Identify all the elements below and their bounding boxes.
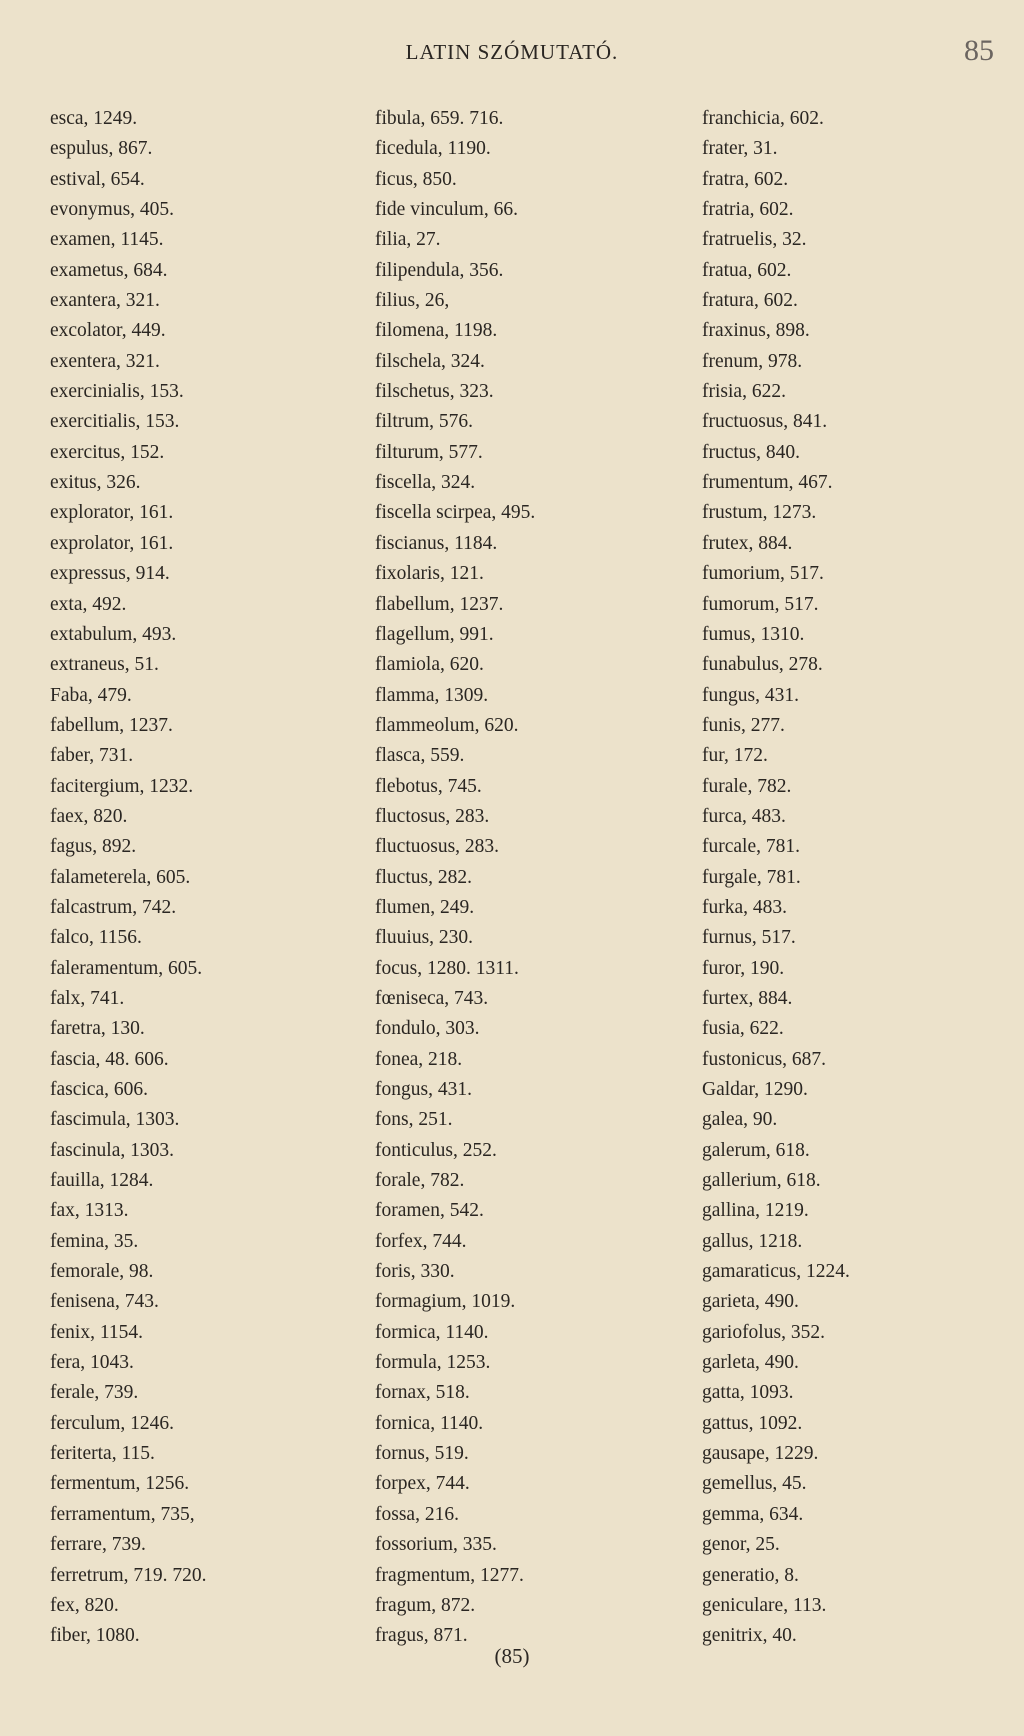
index-entry: fide vinculum, 66. [375, 199, 518, 221]
index-entry: femina, 35. [50, 1230, 139, 1252]
index-entry: falco, 1156. [50, 927, 142, 949]
index-entry: filturum, 577. [375, 441, 483, 463]
index-column-3 [702, 104, 850, 1652]
index-entry: furor, 190. [702, 957, 785, 979]
index-entry: flasca, 559. [375, 745, 465, 767]
index-entry: fumorum, 517. [702, 593, 819, 615]
index-entry: fluctuosus, 283. [375, 836, 500, 858]
index-entry: furtex, 884. [702, 987, 793, 1009]
index-entry: filia, 27. [375, 229, 441, 251]
index-entry: flagellum, 991. [375, 623, 494, 645]
index-entry: examen, 1145. [50, 229, 164, 251]
index-entry: frumentum, 467. [702, 472, 833, 494]
index-entry: fornax, 518. [375, 1382, 470, 1404]
index-entry: exercinialis, 153. [50, 381, 184, 403]
index-entry: explorator, 161. [50, 502, 174, 524]
index-entry: exercitialis, 153. [50, 411, 180, 433]
index-entry: fascica, 606. [50, 1079, 148, 1100]
index-entry: gatta, 1093. [702, 1382, 794, 1404]
index-entry: extraneus, 51. [50, 654, 159, 676]
index-entry: fagus, 892. [50, 836, 137, 858]
index-entry: fauilla, 1284. [50, 1170, 154, 1192]
running-head [0, 34, 1024, 74]
index-entry: fenisena, 743. [50, 1291, 159, 1313]
index-entry: frenum, 978. [702, 350, 803, 372]
index-column-1 [50, 104, 207, 1652]
index-entry: furgale, 781. [702, 866, 801, 888]
index-entry: filschetus, 323. [375, 381, 494, 403]
index-entry: fermentum, 1256. [50, 1473, 190, 1495]
index-entry: focus, 1280. 1311. [375, 957, 519, 979]
index-entry: fornus, 519. [375, 1443, 469, 1465]
index-entry: garleta, 490. [702, 1352, 799, 1374]
index-entry: gamaraticus, 1224. [702, 1261, 850, 1283]
index-entry: furale, 782. [702, 775, 792, 797]
index-entry: falx, 741. [50, 987, 125, 1009]
index-entry: garieta, 490. [702, 1291, 799, 1313]
index-entry: estival, 654. [50, 168, 145, 190]
index-entry: exta, 492. [50, 593, 127, 615]
index-entry: ferale, 739. [50, 1382, 139, 1404]
index-entry: Faba, 479. [50, 684, 132, 706]
index-entry: excolator, 449. [50, 320, 166, 342]
index-entry: furcale, 781. [702, 836, 800, 858]
index-entry: extabulum, 493. [50, 623, 177, 645]
index-entry: fungus, 431. [702, 684, 799, 706]
index-entry: fratura, 602. [702, 290, 798, 312]
index-entry: ficedula, 1190. [375, 138, 491, 160]
index-entry: ferrare, 739. [50, 1534, 146, 1556]
index-entry: filipendula, 356. [375, 259, 504, 281]
index-entry: forfex, 744. [375, 1230, 467, 1252]
index-entry: facitergium, 1232. [50, 775, 194, 797]
index-entry: gemma, 634. [702, 1503, 804, 1525]
index-entry: fructuosus, 841. [702, 411, 828, 433]
index-entry: generatio, 8. [702, 1564, 799, 1586]
index-entry: fratruelis, 32. [702, 229, 807, 251]
index-entry: formica, 1140. [375, 1321, 489, 1343]
index-entry: funabulus, 278. [702, 654, 823, 676]
index-entry: forale, 782. [375, 1170, 465, 1192]
index-entry: fossorium, 335. [375, 1534, 497, 1556]
index-entry: gallina, 1219. [702, 1200, 809, 1222]
index-entry: fons, 251. [375, 1109, 453, 1131]
index-entry: gariofolus, 352. [702, 1321, 825, 1343]
index-entry: filtrum, 576. [375, 411, 474, 433]
index-entry: fumorium, 517. [702, 563, 824, 585]
index-entry: faex, 820. [50, 805, 128, 827]
index-entry: frustum, 1273. [702, 502, 817, 524]
index-entry: fœniseca, 743. [375, 987, 489, 1009]
index-entry: ficus, 850. [375, 168, 457, 190]
index-entry: franchicia, 602. [702, 108, 824, 129]
index-entry: fusia, 622. [702, 1018, 784, 1040]
index-entry: fragus, 871. [375, 1625, 468, 1647]
index-entry: exantera, 321. [50, 290, 160, 312]
index-entry: formula, 1253. [375, 1352, 491, 1374]
index-entry: Galdar, 1290. [702, 1079, 808, 1100]
index-entry: fragum, 872. [375, 1594, 476, 1616]
index-entry: exitus, 326. [50, 472, 141, 494]
index-entry: frutex, 884. [702, 532, 793, 554]
index-entry: fiscella, 324. [375, 472, 476, 494]
index-entry: foramen, 542. [375, 1200, 484, 1222]
index-entry: furnus, 517. [702, 927, 796, 949]
index-entry: fossa, 216. [375, 1503, 459, 1525]
index-entry: fenix, 1154. [50, 1321, 143, 1343]
index-entry: flamiola, 620. [375, 654, 484, 676]
index-entry: feriterta, 115. [50, 1443, 155, 1465]
index-entry: fascimula, 1303. [50, 1109, 180, 1131]
index-entry: falcastrum, 742. [50, 896, 177, 918]
index-entry: filschela, 324. [375, 350, 485, 372]
index-entry: esca, 1249. [50, 108, 138, 129]
index-entry: fur, 172. [702, 745, 768, 767]
index-entry: flamma, 1309. [375, 684, 489, 706]
index-entry: fiscella scirpea, 495. [375, 502, 536, 524]
index-entry: exametus, 684. [50, 259, 168, 281]
index-entry: geniculare, 113. [702, 1594, 827, 1616]
index-entry: ferculum, 1246. [50, 1412, 175, 1434]
index-entry: fera, 1043. [50, 1352, 134, 1374]
index-entry: ferramentum, 735, [50, 1503, 195, 1525]
index-entry: fascinula, 1303. [50, 1139, 175, 1161]
index-entry: fondulo, 303. [375, 1018, 480, 1040]
index-entry: fornica, 1140. [375, 1412, 484, 1434]
index-entry: fraxinus, 898. [702, 320, 810, 342]
index-entry: faretra, 130. [50, 1018, 145, 1040]
index-entry: frisia, 622. [702, 381, 786, 403]
index-entry: formagium, 1019. [375, 1291, 516, 1313]
index-entry: gattus, 1092. [702, 1412, 803, 1434]
index-entry: genor, 25. [702, 1534, 780, 1556]
index-entry: foris, 330. [375, 1261, 455, 1283]
index-column-2 [375, 104, 535, 1652]
index-entry: flabellum, 1237. [375, 593, 504, 615]
index-entry: falameterela, 605. [50, 866, 191, 888]
index-entry: fratria, 602. [702, 199, 794, 221]
index-entry: fonea, 218. [375, 1048, 463, 1070]
index-entry: gallerium, 618. [702, 1170, 821, 1192]
index-entry: fascia, 48. 606. [50, 1048, 169, 1070]
footer-page-label: (85) [494, 1644, 530, 1668]
index-entry: fax, 1313. [50, 1200, 129, 1222]
index-entry: frater, 31. [702, 138, 778, 160]
index-entry: furca, 483. [702, 805, 786, 827]
index-entry: filius, 26, [375, 290, 450, 312]
index-entry: fumus, 1310. [702, 623, 805, 645]
index-entry: femorale, 98. [50, 1261, 154, 1283]
index-entry: fabellum, 1237. [50, 714, 173, 736]
index-entry: exentera, 321. [50, 350, 160, 372]
index-entry: fonticulus, 252. [375, 1139, 497, 1161]
index-entry: filomena, 1198. [375, 320, 498, 342]
index-entry: fongus, 431. [375, 1079, 472, 1100]
index-entry: fixolaris, 121. [375, 563, 484, 585]
index-entry: funis, 277. [702, 714, 785, 736]
index-entry: fiber, 1080. [50, 1625, 140, 1647]
index-entry: flumen, 249. [375, 896, 475, 918]
index-entry: fustonicus, 687. [702, 1048, 827, 1070]
index-entry: genitrix, 40. [702, 1625, 797, 1647]
page-number: 85 [964, 34, 994, 67]
index-entry: forpex, 744. [375, 1473, 470, 1495]
index-entry: evonymus, 405. [50, 199, 175, 221]
index-entry: fluctus, 282. [375, 866, 472, 888]
index-entry: exprolator, 161. [50, 532, 174, 554]
index-entry: fex, 820. [50, 1594, 119, 1616]
index-entry: flebotus, 745. [375, 775, 482, 797]
index-entry: exercitus, 152. [50, 441, 165, 463]
index-entry: galerum, 618. [702, 1139, 810, 1161]
index-entry: expressus, 914. [50, 563, 170, 585]
index-entry: fragmentum, 1277. [375, 1564, 524, 1586]
index-entry: gemellus, 45. [702, 1473, 807, 1495]
index-entry: gallus, 1218. [702, 1230, 803, 1252]
index-entry: flammeolum, 620. [375, 714, 519, 736]
index-entry: fluuius, 230. [375, 927, 474, 949]
index-entry: faber, 731. [50, 745, 134, 767]
index-entry: galea, 90. [702, 1109, 778, 1131]
index-entry: espulus, 867. [50, 138, 153, 160]
index-entry: faleramentum, 605. [50, 957, 203, 979]
index-entry: furka, 483. [702, 896, 788, 918]
index-entry: fluctosus, 283. [375, 805, 490, 827]
index-entry: fructus, 840. [702, 441, 801, 463]
index-entry: fratra, 602. [702, 168, 789, 190]
index-entry: fiscianus, 1184. [375, 532, 498, 554]
index-entry: fibula, 659. 716. [375, 108, 504, 129]
index-entry: gausape, 1229. [702, 1443, 819, 1465]
index-entry: ferretrum, 719. 720. [50, 1564, 207, 1586]
index-entry: fratua, 602. [702, 259, 792, 281]
running-title: LATIN SZÓMUTATÓ. [405, 40, 619, 64]
